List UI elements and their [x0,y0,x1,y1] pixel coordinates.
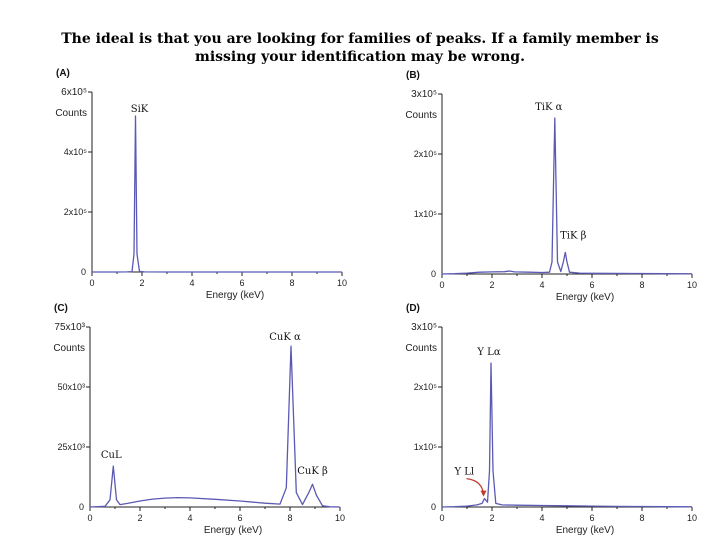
chart-b-peak-label-1: TiK β [560,230,587,242]
chart-d-xlabel: Energy (keV) [555,525,615,536]
chart-d-spectrum-line [442,363,692,507]
chart-a-ytick-label-0: 2x10⁵ [63,207,87,217]
chart-a-ylabel: Counts [55,108,87,119]
chart-b-ymax-label: 3x10⁵ [411,89,437,100]
chart-a-xtick-label-3: 6 [239,278,245,288]
chart-b-ytick-zero: 0 [430,269,436,279]
chart-b-peak-label-0: TiK α [535,102,563,113]
chart-c-ylabel: Counts [53,343,85,354]
chart-a-peak-label-0: SiK [130,104,149,115]
chart-b-ytick-label-0: 1x10⁵ [413,209,437,219]
chart-b-xtick-label-3: 6 [589,280,595,290]
chart-a-ytick-zero: 0 [80,267,86,277]
chart-a-xtick-label-5: 10 [336,278,348,288]
chart-d-annotation-arrowhead [481,491,487,497]
chart-b-xtick-label-0: 0 [439,280,445,290]
chart-c-peak-label-1: CuK α [269,332,301,344]
chart-c-xtick-label-2: 4 [187,513,193,523]
chart-a-ytick-label-1: 4x10⁵ [63,147,87,157]
chart-c-ytick-zero: 0 [78,502,84,512]
chart-c-spectrum-line [90,346,340,507]
chart-c-ymax-label: 75x10³ [54,322,85,333]
chart-c-xtick-label-0: 0 [87,513,93,523]
chart-d-panel-label: (D) [406,303,420,314]
chart-c-peak-label-0: CuL [100,450,122,462]
chart-b-panel-label: (B) [406,70,420,81]
chart-a-ymax-label: 6x10⁵ [61,87,87,98]
chart-c-xtick-label-4: 8 [287,513,293,523]
chart-b-ytick-label-1: 2x10⁵ [413,149,437,159]
chart-c-xlabel: Energy (keV) [203,525,263,536]
chart-b-xtick-label-5: 10 [686,280,698,290]
chart-a-xtick-label-2: 4 [189,278,195,288]
chart-d-ytick-zero: 0 [430,502,436,512]
chart-c-ytick-label-1: 50x10³ [57,382,85,392]
caption-line-2: missing your identification may be wrong. [195,49,525,65]
chart-c-xtick-label-3: 6 [237,513,243,523]
caption-line-1: The ideal is that you are looking for families of peaks. If a family member is [61,31,659,47]
chart-d-annotation-arrow [467,479,484,495]
chart-b-xtick-label-4: 8 [639,280,645,290]
chart-c-panel-label: (C) [54,303,68,314]
chart-a-spectrum-line [92,116,342,272]
chart-d-ytick-label-0: 1x10⁵ [413,442,437,452]
chart-a-panel-label: (A) [56,68,70,79]
chart-c-xtick-label-5: 10 [334,513,346,523]
chart-d-annotation-label: Y Ll [454,466,475,478]
chart-b-xlabel: Energy (keV) [555,292,615,303]
chart-c-ytick-label-0: 25x10³ [57,442,85,452]
chart-d-peak-label-0: Y Lα [477,347,501,358]
chart-d-xtick-label-4: 8 [639,513,645,523]
chart-b-xtick-label-2: 4 [539,280,545,290]
chart-b-ylabel: Counts [405,110,437,121]
chart-b-spectrum-line [442,118,692,274]
chart-d-ymax-label: 3x10⁵ [411,322,437,333]
chart-d-ylabel: Counts [405,343,437,354]
chart-a-xtick-label-4: 8 [289,278,295,288]
chart-d-xtick-label-2: 4 [539,513,545,523]
chart-c-xtick-label-1: 2 [137,513,143,523]
chart-a-xtick-label-0: 0 [89,278,95,288]
chart-d-xtick-label-3: 6 [589,513,595,523]
chart-d-ytick-label-1: 2x10⁵ [413,382,437,392]
chart-d-xtick-label-1: 2 [489,513,495,523]
chart-a-xtick-label-1: 2 [139,278,145,288]
chart-d-xtick-label-0: 0 [439,513,445,523]
chart-b-xtick-label-1: 2 [489,280,495,290]
chart-d-xtick-label-5: 10 [686,513,698,523]
chart-a-xlabel: Energy (keV) [205,290,265,301]
chart-c-peak-label-2: CuK β [297,466,328,478]
